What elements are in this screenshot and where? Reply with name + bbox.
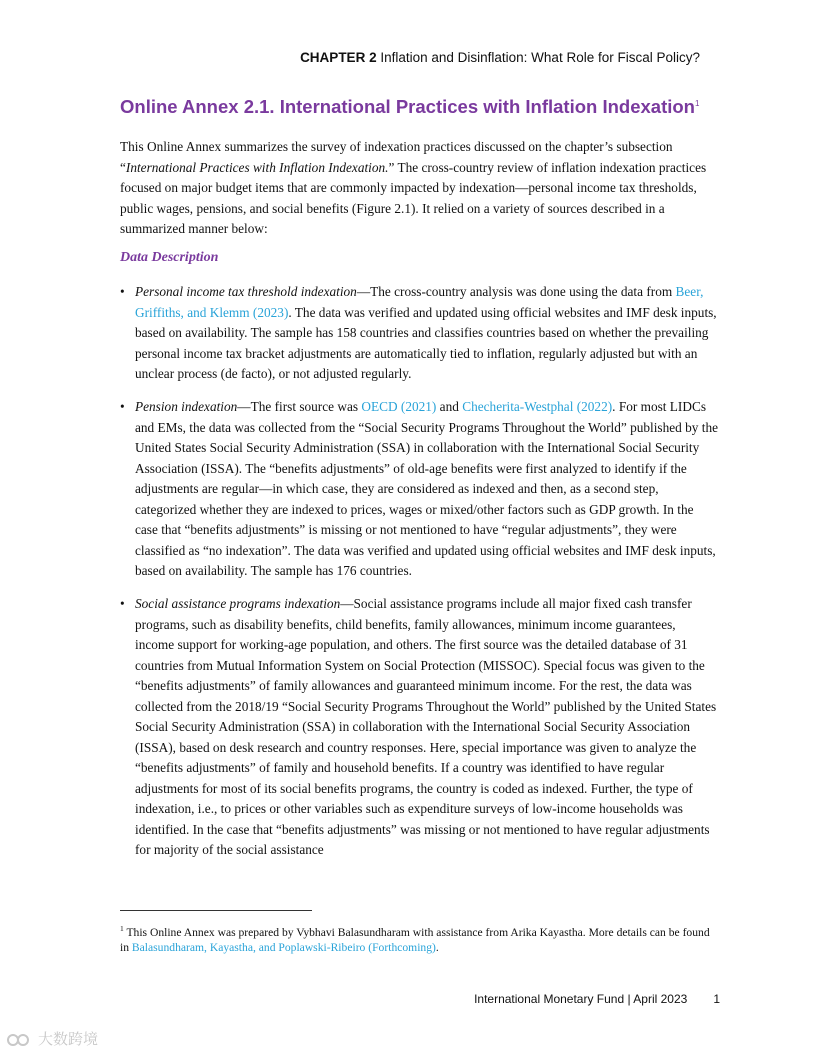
bullet-lead: Personal income tax threshold indexation	[135, 284, 357, 299]
bullet-text: —The cross-country analysis was done using the data from	[356, 284, 676, 299]
intro-text-2: ” The cross-country review of inflation indexation practices focused on major budget items that are commonly impacted by indexation—personal income tax thresholds, public wages, pensions, and social benefits (Figure 2.1). It relied on a variety of sources described in a summarized manner below:	[120, 159, 707, 236]
bullet-icon: •	[120, 399, 125, 414]
footnote-reference[interactable]: 1	[694, 98, 700, 108]
watermark	[6, 1028, 98, 1049]
chapter-title: Inflation and Disinflation: What Role for Fiscal Policy?	[380, 50, 700, 65]
list-item-income-tax	[120, 282, 718, 385]
bullet-text: —Social assistance programs include all major fixed cash transfer programs, such as disability benefits, child benefits, family allowances, minimum income guarantees, income support for working-age population, and others. The first source was the detailed database of 31 countries from Mutual Information System on Social Protection (MISSOC). Special focus was given to the “benefits adjustments” of family allowances and guaranteed minimum income. For the rest, the data was collected from the 2018/19 “Social Security Programs Throughout the World” published by the United States Social Security Administration (SSA) in collaboration with the International Social Security Association (ISSA), based on desk research and country responses. Here, special importance was given to analyze the “benefits adjustments” of family and household benefits. If a country was identified to have regular adjustments for most of its social benefits programs, the country is coded as indexed. Further, the type of indexation, i.e., to prices or other variables such as expenditure surveys of low-income households was identified. In the case that “benefits adjustments” was missing or not mentioned to have regular adjustments for majority of the social assistance	[135, 596, 717, 857]
link-balasundharam-forthcoming[interactable]: Balasundharam, Kayastha, and Poplawski-Ribeiro (Forthcoming)	[131, 941, 436, 955]
link-beer-griffiths-klemm[interactable]: Beer, Griffiths, and Klemm (2023)	[135, 284, 704, 320]
list-item-social-assistance	[120, 594, 718, 861]
bullet-icon: •	[120, 596, 125, 611]
data-description-list	[120, 282, 718, 873]
annex-title-text: Online Annex 2.1. International Practices with Inflation Indexation	[120, 96, 695, 117]
bullet-text: . The data was verified and updated using official websites and IMF desk inputs, based on availability. The sample has 158 countries and classifies countries based on whether the prevailing personal income tax bracket adjustments are automatically tied to inflation, regularly adjusted but with an unclear process (de facto), or not adjusted regularly.	[135, 304, 717, 381]
running-header	[300, 50, 700, 65]
section-heading-data-description: Data Description	[120, 250, 219, 265]
annex-title	[120, 96, 699, 118]
page-footer	[474, 992, 720, 1006]
list-item-pension	[120, 397, 718, 582]
footnote-divider	[120, 910, 312, 911]
footnote-text-end: .	[435, 941, 439, 955]
page-number: 1	[713, 992, 720, 1006]
intro-subsection-title: International Practices with Inflation Indexation.	[125, 159, 389, 175]
bullet-icon: •	[120, 284, 125, 299]
intro-paragraph	[120, 137, 718, 240]
footnote-marker: 1	[120, 924, 124, 933]
watermark-logo-icon	[6, 1031, 34, 1049]
footnote	[120, 921, 720, 956]
link-checherita-westphal[interactable]: Checherita-Westphal (2022)	[462, 399, 613, 414]
bullet-lead: Pension indexation	[135, 399, 238, 414]
footer-publisher: International Monetary Fund | April 2023	[474, 992, 688, 1006]
bullet-lead: Social assistance programs indexation	[135, 596, 341, 611]
bullet-text: —The first source was	[237, 399, 362, 414]
bullet-text: and	[436, 399, 463, 414]
link-oecd-2021[interactable]: OECD (2021)	[361, 399, 437, 414]
watermark-text: 大数跨境	[38, 1031, 99, 1048]
footnote-text: This Online Annex was prepared by Vybhavi Balasundharam with assistance from Arika Kayastha. More details can be found in	[120, 925, 710, 955]
chapter-label: CHAPTER 2	[300, 50, 377, 65]
bullet-text: . For most LIDCs and EMs, the data was collected from the “Social Security Programs Throughout the World” published by the United States Social Security Administration (SSA) in collaboration with the International Social Security Association (ISSA). The “benefits adjustments” of old-age benefits were first analyzed to identify if the adjustments are regular—in which case, they are considered as indexed and then, as a second step, categorized whether they are indexed to prices, wages or mixed/other factors such as GDP growth. In the case that “benefits adjustments” is missing or not mentioned to have “regular adjustments”, they were classified as “no indexation”. The data was verified and updated using official websites and IMF desk inputs, based on availability. The sample has 176 countries.	[135, 399, 718, 578]
intro-text-1: This Online Annex summarizes the survey of indexation practices discussed on the chapter’s subsection “	[120, 139, 673, 175]
